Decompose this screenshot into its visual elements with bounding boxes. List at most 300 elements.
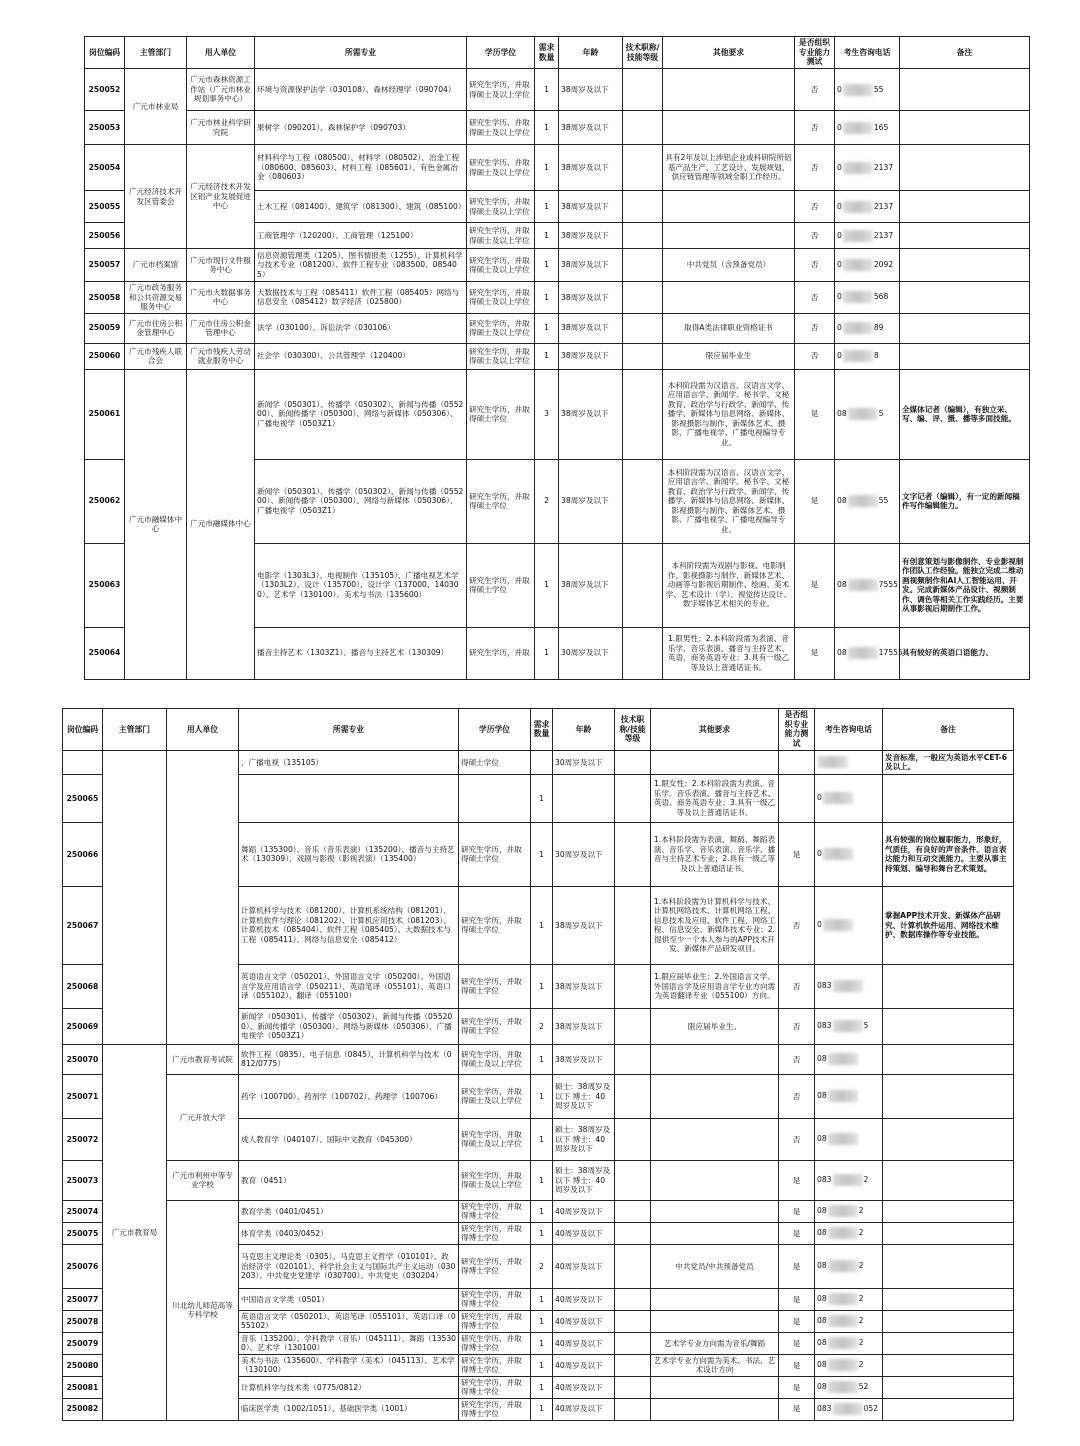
row-other: 取得A类法律职业资格证书 xyxy=(663,313,795,343)
row-code: 250058 xyxy=(85,282,125,313)
row-age: 30周岁及以下 xyxy=(559,627,623,679)
row-test: 否 xyxy=(795,313,835,343)
redaction-blur xyxy=(828,1205,858,1217)
row-num: 2 xyxy=(535,459,559,543)
row-degree: 研究生学历，并取得博士学位 xyxy=(459,1222,531,1244)
row-phone xyxy=(835,69,900,111)
redaction-blur xyxy=(833,1020,863,1032)
row-degree: 研究生学历，并取得硕士及以上学位 xyxy=(467,145,535,191)
row-title xyxy=(615,774,651,822)
row-unit: 广元市教育考试院 xyxy=(167,1044,239,1074)
row-dept: 广元市林业局 xyxy=(125,69,187,145)
table-row xyxy=(63,1160,1014,1200)
redaction-blur xyxy=(828,1090,858,1102)
row-phone xyxy=(835,249,900,282)
row-test: 是 xyxy=(779,1310,815,1332)
table-row xyxy=(85,111,1030,145)
row-test: 是 xyxy=(795,459,835,543)
row-code: 250065 xyxy=(63,774,103,822)
row-phone xyxy=(815,1310,883,1332)
row-test: 是 xyxy=(795,627,835,679)
row-test: 否 xyxy=(779,886,815,964)
row-phone xyxy=(815,1044,883,1074)
row-age: 40周岁及以下 xyxy=(553,1310,615,1332)
row-major: 果树学（090201）、森林保护学（090703） xyxy=(255,111,467,145)
row-phone xyxy=(815,822,883,886)
row-other xyxy=(651,1310,779,1332)
row-major: 电影学（1303L3）、电视制作（135105）、广播电视艺术学（1303L2）、设计（135700）、设计学（137000、140300）、艺术学（130100）、美术与书法（135600） xyxy=(255,543,467,627)
header-dept: 主管部门 xyxy=(103,709,167,751)
row-major: 社会学（030300）、公共管理学（120400） xyxy=(255,343,467,369)
row-test: 是 xyxy=(779,1398,815,1420)
row-note xyxy=(883,1008,1014,1044)
row-major: 环境与资源保护法学（030108）、森林经理学（090704） xyxy=(255,69,467,111)
phone-suffix: 2137 xyxy=(873,162,894,172)
header-test: 是否组织专业能力测试 xyxy=(795,37,835,69)
row-title xyxy=(615,964,651,1008)
row-test xyxy=(779,750,815,774)
row-phone xyxy=(815,750,883,774)
row-other: 艺术学专业方向需为美术、书法、艺术设计方向 xyxy=(651,1354,779,1376)
row-degree: 研究生学历，并取得硕士及以上学位 xyxy=(467,69,535,111)
row-note xyxy=(900,249,1030,282)
row-degree: 研究生学历，并取得硕士及以上学位 xyxy=(459,1160,531,1200)
row-unit: 广元市融媒体中心 xyxy=(187,369,255,679)
row-code: 250067 xyxy=(63,886,103,964)
row-title xyxy=(615,1008,651,1044)
row-num: 1 xyxy=(535,69,559,111)
row-age: 38周岁及以下 xyxy=(553,964,615,1008)
row-major xyxy=(239,774,459,822)
phone-prefix: 08 xyxy=(817,1382,827,1392)
redaction-blur xyxy=(833,1403,863,1415)
row-major: 土木工程（081400）、建筑学（081300）、建筑（085100） xyxy=(255,191,467,223)
table-row xyxy=(85,69,1030,111)
row-note xyxy=(883,1044,1014,1074)
row-title xyxy=(623,191,663,223)
row-age: 38周岁及以下 xyxy=(553,1008,615,1044)
row-note xyxy=(883,774,1014,822)
row-other xyxy=(663,69,795,111)
row-test: 否 xyxy=(795,69,835,111)
row-title xyxy=(615,1310,651,1332)
phone-suffix: 5 xyxy=(863,1021,869,1031)
row-dept xyxy=(103,750,167,1044)
row-note xyxy=(900,69,1030,111)
row-code: 250072 xyxy=(63,1118,103,1160)
row-other: 限应届毕业生。 xyxy=(651,1008,779,1044)
redaction-blur xyxy=(843,162,873,174)
row-age: 40周岁及以下 xyxy=(553,1354,615,1376)
phone-suffix: 568 xyxy=(873,292,889,302)
row-degree: 研究生学历，并取得硕士学位 xyxy=(467,369,535,459)
row-title xyxy=(615,1288,651,1310)
row-unit: 广元市住房公积金管理中心 xyxy=(187,313,255,343)
row-phone xyxy=(815,1008,883,1044)
row-title xyxy=(623,282,663,313)
row-major: 中国语言文学类（0501） xyxy=(239,1288,459,1310)
phone-prefix: 0 xyxy=(837,292,842,302)
row-code: 250066 xyxy=(63,822,103,886)
row-phone xyxy=(815,1332,883,1354)
row-degree: 研究生学历，并取得硕士学位 xyxy=(459,886,531,964)
redaction-blur xyxy=(833,1174,863,1186)
phone-suffix: 2 xyxy=(858,1261,864,1271)
row-code: 250052 xyxy=(85,69,125,111)
row-age: 40周岁及以下 xyxy=(553,1332,615,1354)
row-major: 马克思主义理论类（0305）、马克思主义哲学（010101）、政治经济学（020101）、科学社会主义与国际共产主义运动（030203）、中共党史党建学（030700）、中共党史（030204） xyxy=(239,1244,459,1288)
table-row xyxy=(85,249,1030,282)
row-title xyxy=(615,750,651,774)
row-other: 限应届毕业生 xyxy=(663,343,795,369)
row-test: 否 xyxy=(779,964,815,1008)
row-title xyxy=(615,1044,651,1074)
header-num: 需求数量 xyxy=(531,709,553,751)
phone-prefix: 0 xyxy=(837,201,842,211)
header-title: 技术职称/技能等级 xyxy=(623,37,663,69)
row-age: 硕士：38周岁及以下 博士：40周岁及以下 xyxy=(553,1160,615,1200)
row-age: 40周岁及以下 xyxy=(553,1288,615,1310)
row-code: 250074 xyxy=(63,1200,103,1222)
row-test: 是 xyxy=(779,1244,815,1288)
phone-prefix: 08 xyxy=(817,1206,827,1216)
row-title xyxy=(623,343,663,369)
row-phone xyxy=(835,223,900,249)
row-age: 硕士：38周岁及以下 博士：40周岁及以下 xyxy=(553,1074,615,1118)
header-title: 技术职称/技能等级 xyxy=(615,709,651,751)
row-num: 1 xyxy=(531,964,553,1008)
phone-prefix: 08 xyxy=(817,1294,827,1304)
phone-prefix: 0 xyxy=(817,849,822,859)
redaction-blur xyxy=(828,1359,858,1371)
row-age: 38周岁及以下 xyxy=(559,313,623,343)
row-other xyxy=(651,750,779,774)
row-num: 1 xyxy=(535,191,559,223)
row-other xyxy=(663,111,795,145)
row-title xyxy=(623,145,663,191)
row-dept: 广元市教育局 xyxy=(103,1044,167,1420)
row-num: 1 xyxy=(531,1376,553,1398)
row-age: 40周岁及以下 xyxy=(553,1244,615,1288)
phone-prefix: 0 xyxy=(837,351,842,361)
row-major: 新闻学（050301）、传播学（050302）、新闻与传播（055200）、新闻传播学（050300）、网络与新媒体（050306）、广播电视学（0503Z1） xyxy=(255,369,467,459)
phone-suffix: 2 xyxy=(858,1316,864,1326)
row-num: 1 xyxy=(531,1200,553,1222)
row-title xyxy=(623,627,663,679)
row-other: 本科阶段需为戏剧与影视、电影制作、影视摄影与制作、新媒体艺术、动画等与影视后期制作、绘画、美术学、艺术设计（学）、视觉传达设计、数字媒体艺术相关的专业。 xyxy=(663,543,795,627)
phone-suffix: 2092 xyxy=(873,260,894,270)
row-degree: 研究生学历，并取得博士学位 xyxy=(459,1244,531,1288)
row-test: 是 xyxy=(779,1200,815,1222)
row-title xyxy=(615,1160,651,1200)
row-test: 否 xyxy=(779,1044,815,1074)
row-age: 30周岁及以下 xyxy=(553,822,615,886)
table-row xyxy=(85,343,1030,369)
row-phone xyxy=(835,191,900,223)
header-row xyxy=(85,37,1030,69)
phone-suffix: 2 xyxy=(858,1228,864,1238)
phone-prefix: 08 xyxy=(837,648,847,658)
header-phone: 考生咨询电话 xyxy=(835,37,900,69)
row-code: 250064 xyxy=(85,627,125,679)
row-num: 1 xyxy=(535,282,559,313)
row-title xyxy=(623,111,663,145)
row-phone xyxy=(815,1074,883,1118)
row-phone xyxy=(815,1354,883,1376)
row-note xyxy=(883,964,1014,1008)
row-other: 1.限应届毕业生；2.外国语言文学、外国语言学及应用语言学专业方向需为英语翻译专业（055100）方向。 xyxy=(651,964,779,1008)
row-degree: 研究生学历，并取得硕士学位 xyxy=(467,543,535,627)
row-title xyxy=(623,69,663,111)
phone-suffix: 2 xyxy=(858,1338,864,1348)
row-degree: 研究生学历，并取得博士学位 xyxy=(459,1354,531,1376)
row-note xyxy=(900,282,1030,313)
row-phone xyxy=(835,145,900,191)
phone-prefix: 0 xyxy=(837,323,842,333)
row-phone xyxy=(835,282,900,313)
row-degree: 研究生学历，并取得硕士及以上学位 xyxy=(459,1074,531,1118)
row-major: 信息资源管理类（1205）、图书情报类（1255）、计算机科学与技术专业（081200）、软件工程专业（083500、085405） xyxy=(255,249,467,282)
row-code: 250056 xyxy=(85,223,125,249)
row-note xyxy=(883,1310,1014,1332)
header-test: 是否组织专业能力测试 xyxy=(779,709,815,751)
row-phone xyxy=(815,1398,883,1420)
header-note: 备注 xyxy=(900,37,1030,69)
row-other: 1.本科阶段需为表演、舞蹈、舞蹈表演、音乐学、音乐表演、音乐学、播音与主持艺术专业；2.具有一级乙等及以上普通话证书。 xyxy=(651,822,779,886)
row-num: 1 xyxy=(531,1332,553,1354)
row-code: 250061 xyxy=(85,369,125,459)
row-other: 1.限男性；2.本科阶段需为表演、音乐学、音乐表演、播音与主持艺术、英语、商务英语专业；3.具有一级乙等及以上普通话证书。 xyxy=(663,627,795,679)
row-age: 38周岁及以下 xyxy=(559,369,623,459)
row-num: 1 xyxy=(535,223,559,249)
row-phone xyxy=(815,1160,883,1200)
row-num: 1 xyxy=(531,1118,553,1160)
row-test: 是 xyxy=(779,1222,815,1244)
header-phone: 考生咨询电话 xyxy=(815,709,883,751)
row-code: 250077 xyxy=(63,1288,103,1310)
row-major: 英语语言文学（050201）、英语笔译（055101）、英语口译（055102） xyxy=(239,1310,459,1332)
redaction-blur xyxy=(828,1315,858,1327)
row-phone xyxy=(815,1200,883,1222)
phone-suffix: 5 xyxy=(878,409,884,419)
row-code: 250068 xyxy=(63,964,103,1008)
row-note xyxy=(883,1376,1014,1398)
row-test: 是 xyxy=(779,1376,815,1398)
redaction-blur xyxy=(828,1293,858,1305)
phone-prefix: 08 xyxy=(817,1338,827,1348)
row-note xyxy=(883,1288,1014,1310)
phone-prefix: 08 xyxy=(817,1261,827,1271)
row-note xyxy=(900,191,1030,223)
row-unit: 广元市林业科学研究院 xyxy=(187,111,255,145)
row-note xyxy=(900,223,1030,249)
row-other: 本科阶段需为汉语言、汉语言文学、应用语言学、新闻学、秘书学、文秘教育、政治学与行政学、新闻学、传播学、新媒体与信息网络、新媒体、影视摄影与制作、新媒体艺术、摄影、广播电视学、广播电视编导专业。 xyxy=(663,459,795,543)
row-dept: 广元市住房公积金管理中心 xyxy=(125,313,187,343)
phone-prefix: 0 xyxy=(837,122,842,132)
table-row xyxy=(63,1044,1014,1074)
row-phone xyxy=(835,627,903,679)
row-code: 250073 xyxy=(63,1160,103,1200)
row-age: 硕士：38周岁及以下 博士：40周岁及以下 xyxy=(553,1118,615,1160)
row-age: 38周岁及以下 xyxy=(559,111,623,145)
row-test: 是 xyxy=(779,1354,815,1376)
row-other xyxy=(663,282,795,313)
row-code: 250079 xyxy=(63,1332,103,1354)
row-other xyxy=(651,1118,779,1160)
row-num: 1 xyxy=(531,1398,553,1420)
phone-prefix: 08 xyxy=(837,409,847,419)
row-phone xyxy=(815,964,883,1008)
row-major: 音乐（135200）、学科教学（音乐）（045111）、舞蹈（135300）、艺术学（130100） xyxy=(239,1332,459,1354)
header-major: 所需专业 xyxy=(255,37,467,69)
row-major: 计算机科学与技术（081200）、计算机系统结构（081201）、计算机软件与理论（081202）、计算机应用技术（081203）、计算机技术（085404）、软件工程（085405）、大数据技术与工程（085411）、网络与信息安全（085412） xyxy=(239,886,459,964)
phone-suffix: 2137 xyxy=(873,230,894,240)
row-title xyxy=(615,1074,651,1118)
row-other: 本科阶段需为汉语言、汉语言文学、应用语言学、新闻学、秘书学、文秘教育、政治学与行政学、新闻学、传播学、新媒体与信息网络、新媒体、影视摄影与制作、新媒体艺术、摄影、广播电视学、广播电视编导专业。 xyxy=(663,369,795,459)
row-age xyxy=(553,774,615,822)
row-degree: 研究生学历，并取得硕士及以上学位 xyxy=(467,313,535,343)
row-title xyxy=(615,886,651,964)
row-degree: 研究生学历，并取 xyxy=(467,627,535,679)
phone-prefix: 08 xyxy=(837,580,847,590)
row-note: 具有较好的英语口语能力、 xyxy=(900,627,1030,679)
row-title xyxy=(623,543,663,627)
row-phone xyxy=(835,459,900,543)
row-unit: 广元市残疾人劳动就业服务中心 xyxy=(187,343,255,369)
redaction-blur xyxy=(823,792,853,804)
row-degree: 研究生学历，并取得硕士学位 xyxy=(467,459,535,543)
phone-prefix: 083 xyxy=(817,1404,832,1414)
redaction-blur xyxy=(828,1337,858,1349)
row-test: 否 xyxy=(795,191,835,223)
phone-prefix: 08 xyxy=(837,496,847,506)
row-major: 大数据技术与工程（085411）软件工程（085405）网络与信息安全（085412）数字经济（025800） xyxy=(255,282,467,313)
row-test: 否 xyxy=(795,249,835,282)
row-num: 1 xyxy=(531,1044,553,1074)
row-title xyxy=(623,223,663,249)
row-age: 38周岁及以下 xyxy=(559,249,623,282)
header-degree: 学历学位 xyxy=(467,37,535,69)
row-test: 否 xyxy=(795,282,835,313)
redaction-blur xyxy=(848,495,878,507)
row-major: 新闻学（050301）、传播学（050302）、新闻与传播（055200）、新闻传播学（050300）、网络与新媒体（050306）、广播电视学（0503Z1） xyxy=(255,459,467,543)
redaction-blur xyxy=(843,259,873,271)
row-note: 全媒体记者（编辑），有独立采、写、编、评、摄、播等多面技能。 xyxy=(900,369,1030,459)
row-num: 2 xyxy=(531,1244,553,1288)
redaction-blur xyxy=(828,1381,858,1393)
phone-suffix: 2137 xyxy=(873,201,894,211)
row-test: 是 xyxy=(795,369,835,459)
header-code: 岗位编码 xyxy=(63,709,103,751)
row-other: 1.限女性；2.本科阶段需为表演、音乐学、音乐表演、播音与主持艺术、英语、商务英语专业；3.具有一级乙等及以上普通话证书。 xyxy=(651,774,779,822)
row-major: 教育（0451） xyxy=(239,1160,459,1200)
row-num: 2 xyxy=(531,1008,553,1044)
row-test: 是 xyxy=(779,1288,815,1310)
row-test: 否 xyxy=(795,343,835,369)
row-num: 3 xyxy=(535,369,559,459)
row-test: 是 xyxy=(779,1160,815,1200)
job-table-2 xyxy=(62,708,1014,1421)
redaction-blur xyxy=(828,1133,858,1145)
phone-suffix: 2 xyxy=(863,1175,869,1185)
row-other xyxy=(663,191,795,223)
row-title xyxy=(615,1222,651,1244)
row-phone xyxy=(815,1288,883,1310)
row-degree: 研究生学历，并取得硕士及以上学位 xyxy=(459,1118,531,1160)
row-major: 计算机科学与技术类（0775/0812） xyxy=(239,1376,459,1398)
row-code: 250053 xyxy=(85,111,125,145)
table-row xyxy=(85,313,1030,343)
row-phone xyxy=(815,1222,883,1244)
row-other xyxy=(651,1044,779,1074)
row-code: 250063 xyxy=(85,543,125,627)
row-test: 否 xyxy=(795,145,835,191)
row-major: 药学（100700）、药剂学（100702）、药理学（100706） xyxy=(239,1074,459,1118)
row-note: 具有较强的岗位履职能力，形象好，气质佳，有良好的声音条件、语言表达能力和互动交流能力。主要从事主持策划、编导和舞台艺术策划。 xyxy=(883,822,1014,886)
row-age: 38周岁及以下 xyxy=(553,886,615,964)
row-num: 1 xyxy=(535,145,559,191)
row-num xyxy=(531,750,553,774)
redaction-blur xyxy=(848,647,878,659)
row-degree: 研究生学历，并取得硕士学位 xyxy=(459,964,531,1008)
row-title xyxy=(615,1332,651,1354)
row-major: 工商管理学（120200）、工商管理（125100） xyxy=(255,223,467,249)
row-major: 临床医学类（1002/1051）、基础医学类（1001） xyxy=(239,1398,459,1420)
row-unit xyxy=(167,750,239,1044)
row-unit: 广元市利州中等专业学校 xyxy=(167,1160,239,1200)
header-num: 需求数量 xyxy=(535,37,559,69)
row-phone xyxy=(835,111,900,145)
row-degree: 研究生学历，并取得博士学位 xyxy=(459,1288,531,1310)
row-dept: 广元经济技术开发区管委会 xyxy=(125,145,187,249)
row-phone xyxy=(815,1244,883,1288)
row-age: 38周岁及以下 xyxy=(559,223,623,249)
row-other xyxy=(651,1288,779,1310)
phone-prefix: 0 xyxy=(837,230,842,240)
phone-prefix: 0 xyxy=(837,260,842,270)
row-note xyxy=(883,1074,1014,1118)
header-degree: 学历学位 xyxy=(459,709,531,751)
row-degree: 研究生学历，并取得硕士学位 xyxy=(459,1008,531,1044)
row-other xyxy=(663,223,795,249)
row-major: 英语语言文学（050201）、外国语言文学（050200）、外国语言学及应用语言学（050211）、英语笔译（055101）、英语口译（055102）、翻译（055100） xyxy=(239,964,459,1008)
row-code: 250075 xyxy=(63,1222,103,1244)
row-major: 法学（030100）、诉讼法学（030106） xyxy=(255,313,467,343)
row-num: 1 xyxy=(535,249,559,282)
phone-prefix: 0 xyxy=(817,920,822,930)
phone-suffix: 165 xyxy=(873,122,889,132)
row-degree: 研究生学历，并取得博士学位 xyxy=(459,1310,531,1332)
row-age: 40周岁及以下 xyxy=(553,1222,615,1244)
row-unit: 广元经济技术开发区铝产业发展促进中心 xyxy=(187,145,255,249)
row-other: 中共党员/中共预备党员 xyxy=(651,1244,779,1288)
redaction-blur xyxy=(843,84,873,96)
document-page-1 xyxy=(84,36,1029,687)
row-num: 1 xyxy=(531,1160,553,1200)
row-note xyxy=(900,313,1030,343)
redaction-blur xyxy=(848,408,878,420)
row-degree: 研究生学历，并取得硕士学位 xyxy=(459,822,531,886)
row-title xyxy=(615,1244,651,1288)
row-other xyxy=(651,1398,779,1420)
row-test: 否 xyxy=(779,1118,815,1160)
row-code: 250070 xyxy=(63,1044,103,1074)
header-other: 其他要求 xyxy=(651,709,779,751)
phone-suffix: 17555 xyxy=(878,648,903,658)
row-other xyxy=(651,1222,779,1244)
redaction-blur xyxy=(818,756,848,768)
row-code: 250076 xyxy=(63,1244,103,1288)
